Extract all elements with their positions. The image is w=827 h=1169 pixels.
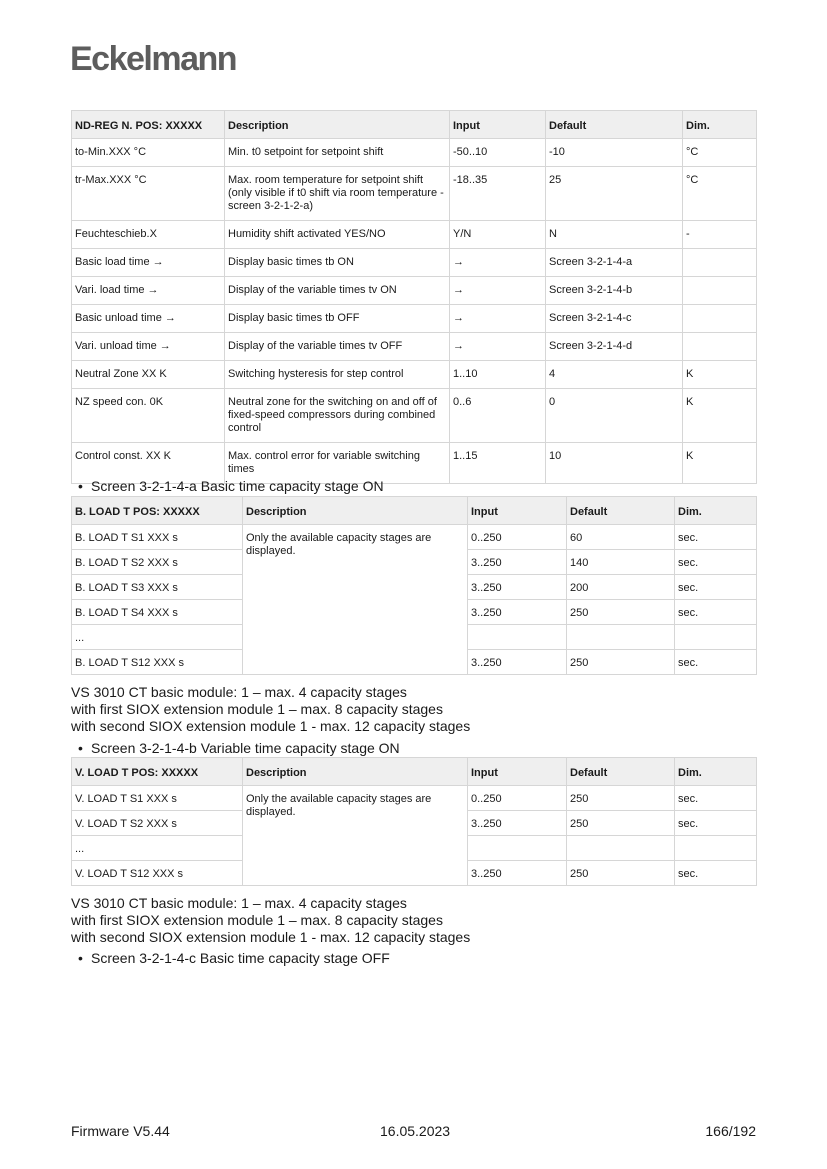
table-cell: →: [450, 305, 546, 333]
table-cell: B. LOAD T S1 XXX s: [72, 525, 243, 550]
header-cell: Default: [567, 758, 675, 786]
table-cell: [683, 277, 757, 305]
table-row: [72, 305, 757, 333]
table-cell: Control const. XX K: [72, 443, 225, 484]
bullet-text: Screen 3-2-1-4-c Basic time capacity stage OFF: [91, 950, 390, 966]
table-cell: Feuchteschieb.X: [72, 221, 225, 249]
header-cell: Input: [468, 758, 567, 786]
bullet-icon: •: [78, 950, 83, 966]
table-header-row: [72, 111, 757, 139]
eckelmann-logo: Eckelmann: [70, 40, 237, 78]
table-row: [72, 249, 757, 277]
table-cell: →: [450, 249, 546, 277]
table-cell: 200: [567, 575, 675, 600]
table-cell: sec.: [675, 600, 757, 625]
header-cell: Description: [225, 111, 450, 139]
table-cell: [683, 333, 757, 361]
table-row: [72, 389, 757, 443]
table-row: [72, 786, 757, 811]
table-cell: °C: [683, 167, 757, 221]
table-cell: V. LOAD T S1 XXX s: [72, 786, 243, 811]
table-cell: 3..250: [468, 811, 567, 836]
table-cell: B. LOAD T S2 XXX s: [72, 550, 243, 575]
table-header-row: [72, 758, 757, 786]
table-cell: ...: [72, 625, 243, 650]
footer-date: 16.05.2023: [380, 1123, 451, 1139]
table-cell: K: [683, 361, 757, 389]
table-cell: -: [683, 221, 757, 249]
table-cell: to-Min.XXX °C: [72, 139, 225, 167]
table-cell: 250: [567, 861, 675, 886]
table-cell: B. LOAD T S3 XXX s: [72, 575, 243, 600]
note-line: with first SIOX extension module 1 – max. 8 capacity stages: [71, 912, 443, 928]
description-cell: Only the available capacity stages are displayed.: [243, 525, 468, 675]
header-cell: V. LOAD T POS: XXXXX: [72, 758, 243, 786]
table-cell: Display basic times tb ON: [225, 249, 450, 277]
table-cell: Screen 3-2-1-4-d: [546, 333, 683, 361]
header-cell: ND-REG N. POS: XXXXX: [72, 111, 225, 139]
bullet-screen-c: [78, 950, 390, 966]
bullet-screen-b: [78, 740, 400, 756]
bullet-text: Screen 3-2-1-4-b Variable time capacity stage ON: [91, 740, 400, 756]
note-line: VS 3010 CT basic module: 1 – max. 4 capacity stages: [71, 895, 407, 911]
table-cell: 3..250: [468, 861, 567, 886]
table-cell: [468, 836, 567, 861]
table-cell: -50..10: [450, 139, 546, 167]
table-cell: 0..6: [450, 389, 546, 443]
table-cell: 10: [546, 443, 683, 484]
table-row: [72, 361, 757, 389]
capacity-stage-note: [71, 684, 470, 735]
table-cell: K: [683, 389, 757, 443]
table-cell: Humidity shift activated YES/NO: [225, 221, 450, 249]
table-cell: -18..35: [450, 167, 546, 221]
bullet-icon: •: [78, 740, 83, 756]
table-row: [72, 333, 757, 361]
bullet-text: Screen 3-2-1-4-a Basic time capacity stage ON: [91, 478, 384, 494]
table-cell: sec.: [675, 525, 757, 550]
table-cell: sec.: [675, 811, 757, 836]
table-cell: Neutral Zone XX K: [72, 361, 225, 389]
table-cell: Screen 3-2-1-4-b: [546, 277, 683, 305]
header-cell: Dim.: [675, 758, 757, 786]
table-cell: 3..250: [468, 575, 567, 600]
nd-reg-parameter-table: [71, 110, 757, 484]
table-cell: 1..10: [450, 361, 546, 389]
table-cell: B. LOAD T S12 XXX s: [72, 650, 243, 675]
table-cell: Neutral zone for the switching on and off of fixed-speed compressors during combined control: [225, 389, 450, 443]
table-cell: 3..250: [468, 650, 567, 675]
table-cell: tr-Max.XXX °C: [72, 167, 225, 221]
table-cell: Basic unload time →: [72, 305, 225, 333]
table-cell: Min. t0 setpoint for setpoint shift: [225, 139, 450, 167]
note-line: VS 3010 CT basic module: 1 – max. 4 capacity stages: [71, 684, 407, 700]
capacity-stage-note: [71, 895, 470, 946]
table-cell: NZ speed con. 0K: [72, 389, 225, 443]
table-cell: 0: [546, 389, 683, 443]
table-cell: Vari. unload time →: [72, 333, 225, 361]
table-cell: 60: [567, 525, 675, 550]
table-cell: 1..15: [450, 443, 546, 484]
table-row: [72, 221, 757, 249]
table-cell: 0..250: [468, 525, 567, 550]
table-cell: [567, 836, 675, 861]
table-cell: -10: [546, 139, 683, 167]
table-cell: °C: [683, 139, 757, 167]
table-cell: Screen 3-2-1-4-c: [546, 305, 683, 333]
table-cell: 3..250: [468, 600, 567, 625]
header-cell: B. LOAD T POS: XXXXX: [72, 497, 243, 525]
table-row: [72, 525, 757, 550]
table-cell: Display of the variable times tv ON: [225, 277, 450, 305]
table-cell: 0..250: [468, 786, 567, 811]
table-cell: Switching hysteresis for step control: [225, 361, 450, 389]
table-cell: N: [546, 221, 683, 249]
bullet-screen-a: [78, 478, 384, 494]
footer-firmware: Firmware V5.44: [71, 1123, 170, 1139]
header-cell: Dim.: [675, 497, 757, 525]
table-row: [72, 139, 757, 167]
note-line: with second SIOX extension module 1 - max. 12 capacity stages: [71, 718, 471, 734]
table-cell: Max. room temperature for setpoint shift (only visible if t0 shift via room temperature - screen 3-2-1-2-a): [225, 167, 450, 221]
table-cell: 250: [567, 811, 675, 836]
table-row: [72, 167, 757, 221]
table-cell: [468, 625, 567, 650]
table-cell: V. LOAD T S12 XXX s: [72, 861, 243, 886]
table-cell: sec.: [675, 650, 757, 675]
table-cell: [675, 625, 757, 650]
table-cell: 250: [567, 600, 675, 625]
table-cell: sec.: [675, 550, 757, 575]
table-header-row: [72, 497, 757, 525]
header-cell: Default: [546, 111, 683, 139]
table-cell: [683, 249, 757, 277]
footer-page-number: 166/192: [705, 1123, 756, 1139]
table-cell: 250: [567, 650, 675, 675]
header-cell: Description: [243, 497, 468, 525]
table-cell: Display of the variable times tv OFF: [225, 333, 450, 361]
table-cell: Display basic times tb OFF: [225, 305, 450, 333]
table-cell: Vari. load time →: [72, 277, 225, 305]
table-cell: sec.: [675, 861, 757, 886]
table-cell: [675, 836, 757, 861]
bullet-icon: •: [78, 478, 83, 494]
note-line: with first SIOX extension module 1 – max. 8 capacity stages: [71, 701, 443, 717]
table-cell: 4: [546, 361, 683, 389]
table-cell: Y/N: [450, 221, 546, 249]
table-cell: B. LOAD T S4 XXX s: [72, 600, 243, 625]
table-cell: sec.: [675, 575, 757, 600]
table-cell: 25: [546, 167, 683, 221]
description-cell: Only the available capacity stages are displayed.: [243, 786, 468, 886]
table-cell: 140: [567, 550, 675, 575]
header-cell: Input: [468, 497, 567, 525]
table-cell: Max. control error for variable switching times: [225, 443, 450, 484]
table-cell: Basic load time →: [72, 249, 225, 277]
basic-load-time-table: [71, 496, 757, 675]
table-cell: →: [450, 333, 546, 361]
table-cell: V. LOAD T S2 XXX s: [72, 811, 243, 836]
table-cell: →: [450, 277, 546, 305]
table-cell: K: [683, 443, 757, 484]
table-cell: Screen 3-2-1-4-a: [546, 249, 683, 277]
table-cell: ...: [72, 836, 243, 861]
table-cell: 250: [567, 786, 675, 811]
table-cell: [683, 305, 757, 333]
table-row: [72, 277, 757, 305]
note-line: with second SIOX extension module 1 - max. 12 capacity stages: [71, 929, 471, 945]
table-cell: [567, 625, 675, 650]
variable-load-time-table: [71, 757, 757, 886]
header-cell: Dim.: [683, 111, 757, 139]
header-cell: Description: [243, 758, 468, 786]
table-cell: sec.: [675, 786, 757, 811]
header-cell: Input: [450, 111, 546, 139]
table-cell: 3..250: [468, 550, 567, 575]
header-cell: Default: [567, 497, 675, 525]
